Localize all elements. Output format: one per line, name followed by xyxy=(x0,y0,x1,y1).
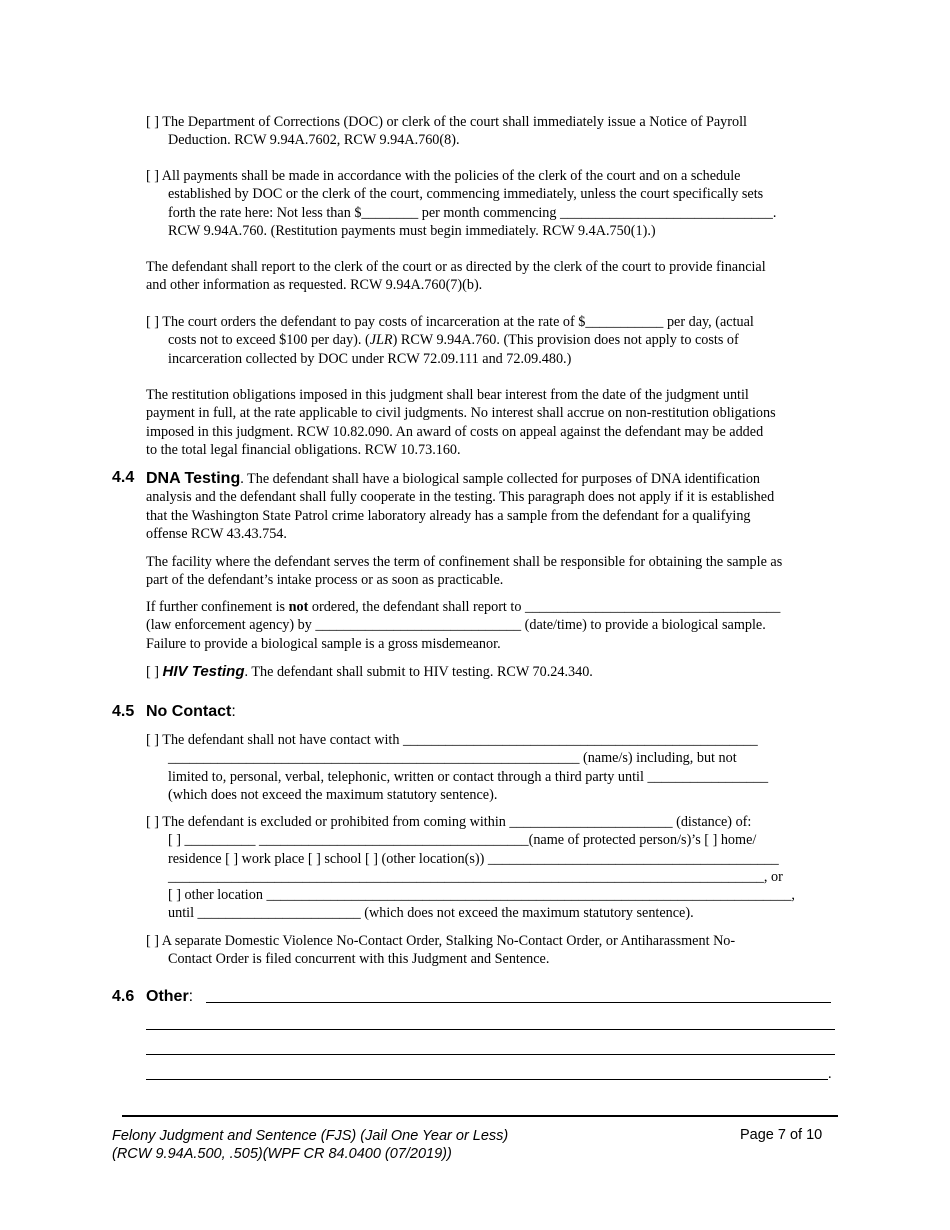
exclusion-line-3: residence [ ] work place [ ] school [ ] (other location(s)) _________________________________________ xyxy=(168,850,779,867)
payment-line-3: forth the rate here: Not less than $________ per month commencing ______________________________. xyxy=(168,204,777,221)
section-4-6-number: 4.6 xyxy=(112,988,135,1005)
section-4-4-dna-testing xyxy=(146,470,846,543)
other-title xyxy=(146,988,193,1006)
other-blank-line-4 xyxy=(146,1079,828,1080)
dna-line-1: . The defendant shall have a biological sample collected for purposes of DNA identification xyxy=(240,471,761,487)
separate-order-line-1: [ ] A separate Domestic Violence No-Contact Order, Stalking No-Contact Order, or Antiharassment No- xyxy=(146,933,736,949)
footer-rule xyxy=(122,1115,838,1117)
section-4-4-number: 4.4 xyxy=(112,469,135,486)
payment-line-4: RCW 9.94A.760. (Restitution payments must begin immediately. RCW 9.4A.750(1).) xyxy=(168,222,656,239)
dna-testing-title: DNA Testing xyxy=(146,470,241,487)
incarceration-line-1: [ ] The court orders the defendant to pay costs of incarceration at the rate of $___________ per day, (actual xyxy=(146,314,754,330)
facility-line-2: part of the defendant’s intake process or as soon as practicable. xyxy=(146,572,504,589)
not-bold: not xyxy=(288,599,309,615)
further-line-1b: ordered, the defendant shall report to ____________________________________ xyxy=(308,599,781,615)
no-contact-title xyxy=(146,703,236,721)
incarceration-costs-clause xyxy=(146,313,868,368)
restitution-line-3: imposed in this judgment. RCW 10.82.090. An award of costs on appeal against the defendant may be added xyxy=(146,423,764,440)
other-blank-line-2 xyxy=(146,1029,835,1030)
facility-line-1: The facility where the defendant serves the term of confinement shall be responsible for obtaining the sample as xyxy=(146,554,783,570)
incarceration-line-2a: costs not to exceed $100 per day). ( xyxy=(168,332,370,349)
restitution-line-4: to the total legal financial obligations. RCW 10.73.160. xyxy=(146,441,461,458)
nocontact-a-line-4: (which does not exceed the maximum statutory sentence). xyxy=(168,786,498,803)
dna-facility-clause xyxy=(146,553,846,590)
other-blank-line-1 xyxy=(206,1002,831,1003)
footer-line-1: Felony Judgment and Sentence (FJS) (Jail One Year or Less) xyxy=(112,1128,509,1144)
further-line-3: Failure to provide a biological sample is a gross misdemeanor. xyxy=(146,635,501,652)
footer-form-title xyxy=(112,1127,508,1163)
payroll-deduction-clause xyxy=(146,113,868,150)
report-line-1: The defendant shall report to the clerk of the court or as directed by the clerk of the court to provide financial xyxy=(146,259,766,275)
no-contact-person-clause xyxy=(146,731,868,804)
dna-line-3: that the Washington State Patrol crime laboratory already has a sample from the defendant for a qualifying xyxy=(146,507,751,524)
restitution-line-2: payment in full, at the rate applicable to civil judgments. No interest shall accrue on non-restitution obligations xyxy=(146,405,776,422)
jlr-italic: JLR xyxy=(369,332,393,349)
further-line-1a: If further confinement is xyxy=(146,599,289,615)
footer-line-2: (RCW 9.94A.500, .505)(WPF CR 84.0400 (07/2019)) xyxy=(112,1146,452,1162)
exclusion-line-4: ____________________________________________________________________________________, or xyxy=(168,868,783,885)
hiv-text: . The defendant shall submit to HIV testing. RCW 70.24.340. xyxy=(244,664,593,680)
incarceration-line-2b: ) RCW 9.94A.760. (This provision does not apply to costs of xyxy=(392,332,739,349)
section-4-5-number: 4.5 xyxy=(112,703,135,720)
dna-further-confinement-clause xyxy=(146,598,846,653)
report-line-2: and other information as requested. RCW 9.94A.760(7)(b). xyxy=(146,277,483,294)
nocontact-a-line-2: __________________________________________________________ (name/s) including, but not xyxy=(168,750,737,767)
restitution-line-1: The restitution obligations imposed in this judgment shall bear interest from the date of the judgment until xyxy=(146,387,749,403)
other-colon: : xyxy=(188,988,194,1005)
payment-schedule-clause xyxy=(146,167,868,240)
separate-order-line-2: Contact Order is filed concurrent with this Judgment and Sentence. xyxy=(168,951,550,968)
dna-line-2: analysis and the defendant shall fully cooperate in the testing. This paragraph does not apply if it is established xyxy=(146,489,775,506)
other-title-text: Other xyxy=(146,988,189,1005)
restitution-interest-clause xyxy=(146,386,846,459)
payment-line-1: [ ] All payments shall be made in accordance with the policies of the clerk of the court and on a schedule xyxy=(146,168,741,184)
exclusion-line-5: [ ] other location __________________________________________________________________________, xyxy=(168,887,795,904)
exclusion-line-6: until _______________________ (which does not exceed the maximum statutory sentence). xyxy=(168,905,694,922)
separate-order-clause xyxy=(146,932,868,969)
report-to-clerk-clause xyxy=(146,258,846,295)
exclusion-line-1: [ ] The defendant is excluded or prohibited from coming within _______________________ (distance) of: xyxy=(146,814,752,830)
dna-line-4: offense RCW 43.43.754. xyxy=(146,525,287,542)
nocontact-a-line-3: limited to, personal, verbal, telephonic, written or contact through a third party until _________________ xyxy=(168,768,769,785)
no-contact-colon: : xyxy=(231,703,236,720)
incarceration-line-3: incarceration collected by DOC under RCW 72.09.111 and 72.09.480.) xyxy=(168,350,572,367)
page-number: Page 7 of 10 xyxy=(740,1127,823,1143)
hiv-testing-title: HIV Testing xyxy=(162,663,245,680)
exclusion-line-2: [ ] __________ ______________________________________(name of protected person/s)’s [ ] home/ xyxy=(168,832,757,849)
other-blank-line-3 xyxy=(146,1054,835,1055)
exclusion-clause xyxy=(146,813,868,923)
nocontact-a-line-1: [ ] The defendant shall not have contact with __________________________________________________ xyxy=(146,732,758,748)
payroll-line-1: [ ] The Department of Corrections (DOC) or clerk of the court shall immediately issue a Notice of Payroll xyxy=(146,114,747,130)
payroll-line-2: Deduction. RCW 9.94A.7602, RCW 9.94A.760(8). xyxy=(168,132,460,149)
payment-line-2: established by DOC or the clerk of the court, commencing immediately, unless the court specifically sets xyxy=(168,186,764,203)
other-end-period: . xyxy=(828,1066,832,1082)
no-contact-title-text: No Contact xyxy=(146,703,232,720)
hiv-checkbox: [ ] xyxy=(146,664,163,680)
hiv-testing-clause xyxy=(146,663,846,681)
further-line-2: (law enforcement agency) by _____________________________ (date/time) to provide a biological sample. xyxy=(146,617,766,634)
